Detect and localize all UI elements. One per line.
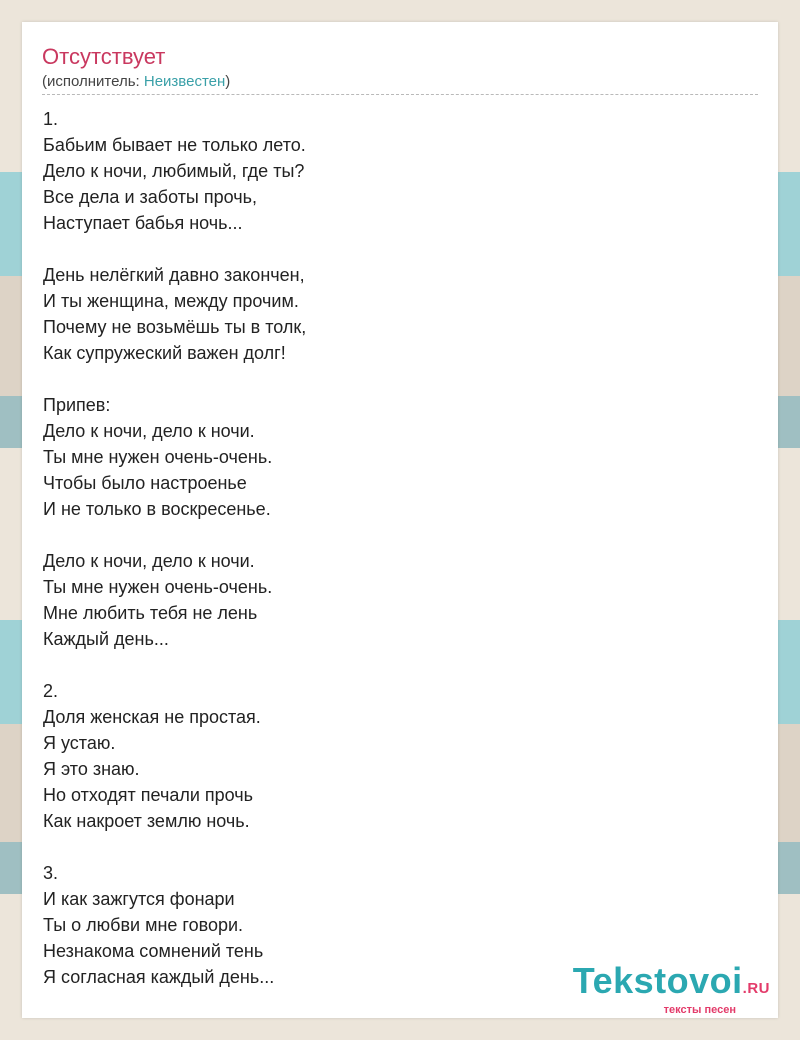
song-title: Отсутствует: [42, 44, 166, 69]
artist-line: [42, 72, 230, 92]
lyric-line: Все дела и заботы прочь,: [43, 187, 258, 207]
lyric-line: Каждый день...: [43, 629, 169, 649]
lyric-line: Я устаю.: [43, 733, 116, 753]
lyric-line: 1.: [43, 109, 59, 129]
logo-main-text: Tekstovoi: [572, 960, 743, 1001]
lyric-line: Доля женская не простая.: [43, 707, 261, 727]
lyric-line: 2.: [43, 681, 59, 701]
logo-wordmark: [572, 960, 770, 1007]
lyric-line: Как супружеский важен долг!: [43, 343, 286, 363]
lyric-line: Мне любить тебя не лень: [43, 603, 258, 623]
artist-link[interactable]: Неизвестен: [143, 73, 226, 90]
lyrics-card: [22, 22, 778, 1018]
lyric-line: Дело к ночи, дело к ночи.: [43, 421, 255, 441]
logo-tld: .RU: [742, 980, 770, 997]
lyric-line: Припев:: [43, 395, 111, 415]
lyric-line: [43, 834, 306, 860]
song-header: [42, 42, 758, 95]
lyric-line: Как накроет землю ночь.: [43, 811, 250, 831]
lyric-line: День нелёгкий давно закончен,: [43, 265, 305, 285]
lyric-line: Наступает бабья ночь...: [43, 213, 243, 233]
lyric-line: И не только в воскресенье.: [43, 499, 271, 519]
site-logo[interactable]: [572, 960, 770, 1016]
lyric-line: Но отходят печали прочь: [43, 785, 254, 805]
lyric-line: Я это знаю.: [43, 759, 140, 779]
lyric-line: Дело к ночи, любимый, где ты?: [43, 161, 305, 181]
lyric-line: [43, 652, 306, 678]
lyric-line: 3.: [43, 863, 59, 883]
lyric-line: Чтобы было настроенье: [43, 473, 247, 493]
lyric-line: [43, 366, 306, 392]
lyric-line: Ты мне нужен очень-очень.: [43, 447, 273, 467]
lyric-line: [43, 236, 306, 262]
lyric-line: Ты мне нужен очень-очень.: [43, 577, 273, 597]
artist-prefix: (исполнитель:: [42, 73, 144, 90]
lyric-line: Ты о любви мне говори.: [43, 915, 244, 935]
artist-suffix: ): [225, 73, 231, 90]
logo-tagline: тексты песен: [663, 1004, 736, 1016]
lyric-line: И ты женщина, между прочим.: [43, 291, 299, 311]
lyric-line: Почему не возьмёшь ты в толк,: [43, 317, 307, 337]
lyric-line: Я согласная каждый день...: [43, 967, 275, 987]
lyrics-text: [43, 106, 306, 990]
lyric-line: Незнакома сомнений тень: [43, 941, 264, 961]
lyric-line: И как зажгутся фонари: [43, 889, 235, 909]
lyric-line: [43, 522, 306, 548]
lyric-line: Дело к ночи, дело к ночи.: [43, 551, 255, 571]
lyric-line: Бабьим бывает не только лето.: [43, 135, 306, 155]
